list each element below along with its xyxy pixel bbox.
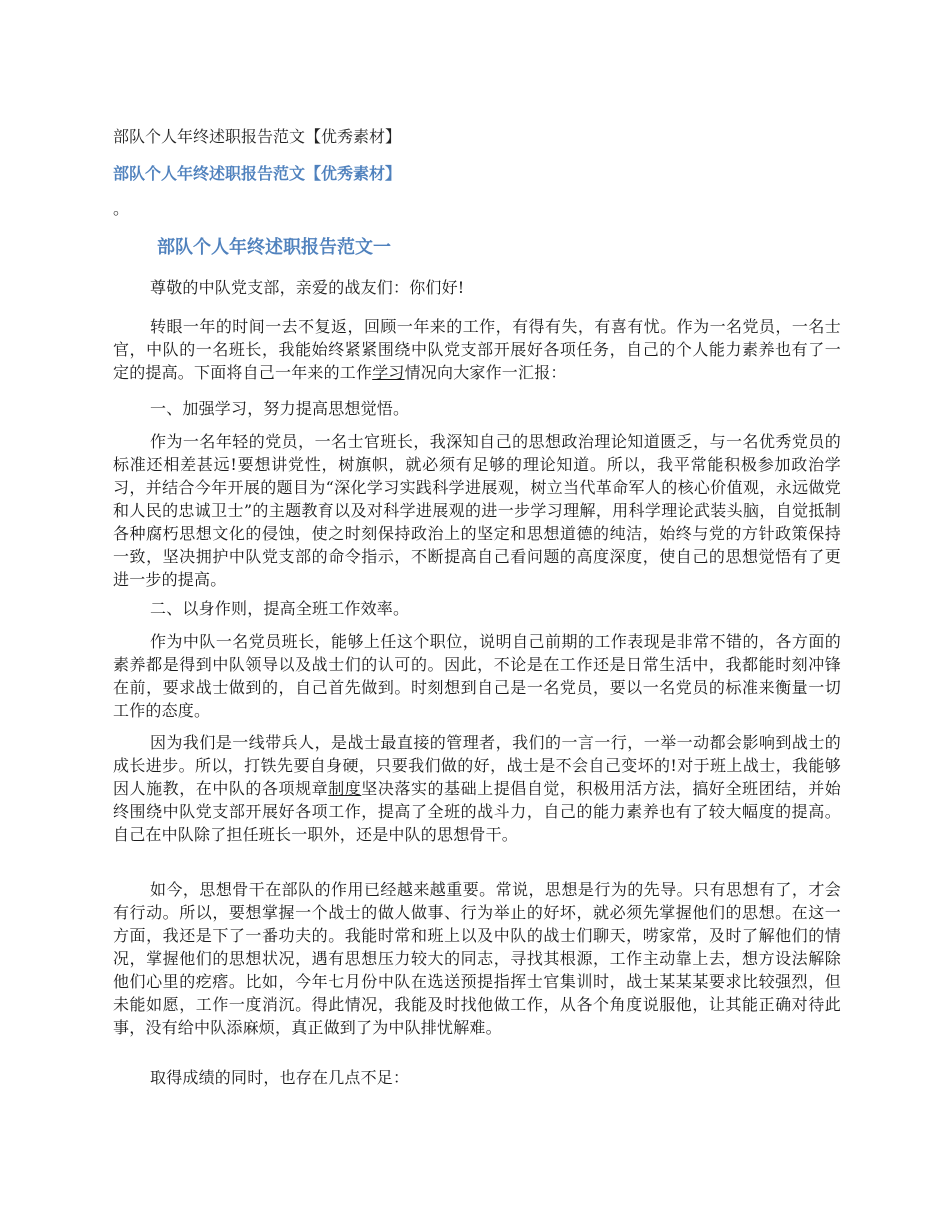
subheading-example: 二、以身作则，提高全班工作效率。	[150, 599, 410, 618]
paragraph-shortcomings: 取得成绩的同时，也存在几点不足：	[150, 1068, 410, 1087]
paragraph-squad-leader: 作为中队一名党员班长，能够上任这个职位，说明自己前期的工作表现是非常不错的，各方面的素养都是得到中队领导以及战士们的认可的。因此，不论是在工作还是日常生活中，我都能时刻冲锋在前，要求战士做到的，自己首先做到。时刻想到自己是一名党员，要以一名党员的标准来衡量一切工作的态度。	[113, 632, 841, 720]
system-link[interactable]: 制度	[328, 779, 362, 798]
paragraph-frontline-text-b: 坚决落实的基础上提倡自觉，积极用活方法，搞好全班团结，并始终围绕中队党支部开展好各项工作，提高了全班的战斗力，自己的能力素养也有了较大幅度的提高。 自己在中队除了担任班长一职外，还是中队的思想骨干。	[113, 779, 841, 844]
subheading-study: 一、加强学习，努力提高思想觉悟。	[150, 399, 410, 418]
paragraph-frontline	[113, 731, 841, 846]
paragraph-greeting: 尊敬的中队党支部，亲爱的战友们：你们好!	[150, 278, 465, 297]
section-heading: 部队个人年终述职报告范文一	[157, 237, 391, 258]
document-title: 部队个人年终述职报告范文【优秀素材】	[113, 127, 402, 146]
paragraph-ideology: 如今，思想骨干在部队的作用已经越来越重要。常说，思想是行为的先导。只有思想有了，才会有行动。所以，要想掌握一个战士的做人做事、行为举止的好坏，就必须先掌握他们的思想。在这一方面，我还是下了一番功夫的。我能时常和班上以及中队的战士们聊天，唠家常，及时了解他们的情况，掌握他们的思想状况，遇有思想压力较大的同志，寻找其根源，工作主动靠上去，想方设法解除他们心里的疙瘩。比如，今年七月份中队在选送预提指挥士官集训时，战士某某某要求比较强烈，但未能如愿，工作一度消沉。得此情况，我能及时找他做工作，从各个角度说服他，让其能正确对待此事，没有给中队添麻烦，真正做到了为中队排忧解难。	[113, 880, 841, 1037]
paragraph-frontline-text-a: 因为我们是一线带兵人，是战士最直接的管理者，我们的一言一行，一举一动都会影响到战士的成长进步。所以，打铁先要自身硬，只要我们做的好，战士是不会自己变坏的!对于班上战士，我能够因人施教，在中队的各项规章	[113, 733, 841, 798]
separator-dot: 。	[113, 199, 130, 218]
paragraph-intro-text-a: 转眼一年的时间一去不复返，回顾一年来的工作，有得有失，有喜有忧。作为一名党员，一名士官，中队的一名班长，我能始终紧紧围绕中队党支部开展好各项任务，自己的个人能力素养也有了一定的提高。下面将自己一年来的工作	[113, 317, 841, 382]
study-link[interactable]: 学习	[372, 363, 405, 382]
document-heading: 部队个人年终述职报告范文【优秀素材】	[113, 164, 402, 183]
paragraph-intro-text-b: 情况向大家作一汇报：	[404, 363, 567, 382]
paragraph-study: 作为一名年轻的党员，一名士官班长，我深知自己的思想政治理论知道匮乏，与一名优秀党员的标准还相差甚远!要想讲党性，树旗帜，就必须有足够的理论知道。所以，我平常能积极参加政治学习，并结合今年开展的题目为“深化学习实践科学进展观，树立当代革命军人的核心价值观，永远做党和人民的忠诚卫士”的主题教育以及对科学进展观的进一步学习理解，用科学理论武装头脑，自觉抵制各种腐朽思想文化的侵蚀，使之时刻保持政治上的坚定和思想道德的纯洁，始终与党的方针政策保持一致，坚决拥护中队党支部的命令指示，不断提高自己看问题的高度深度，使自己的思想觉悟有了更进一步的提高。	[113, 432, 841, 589]
paragraph-intro	[113, 315, 841, 384]
